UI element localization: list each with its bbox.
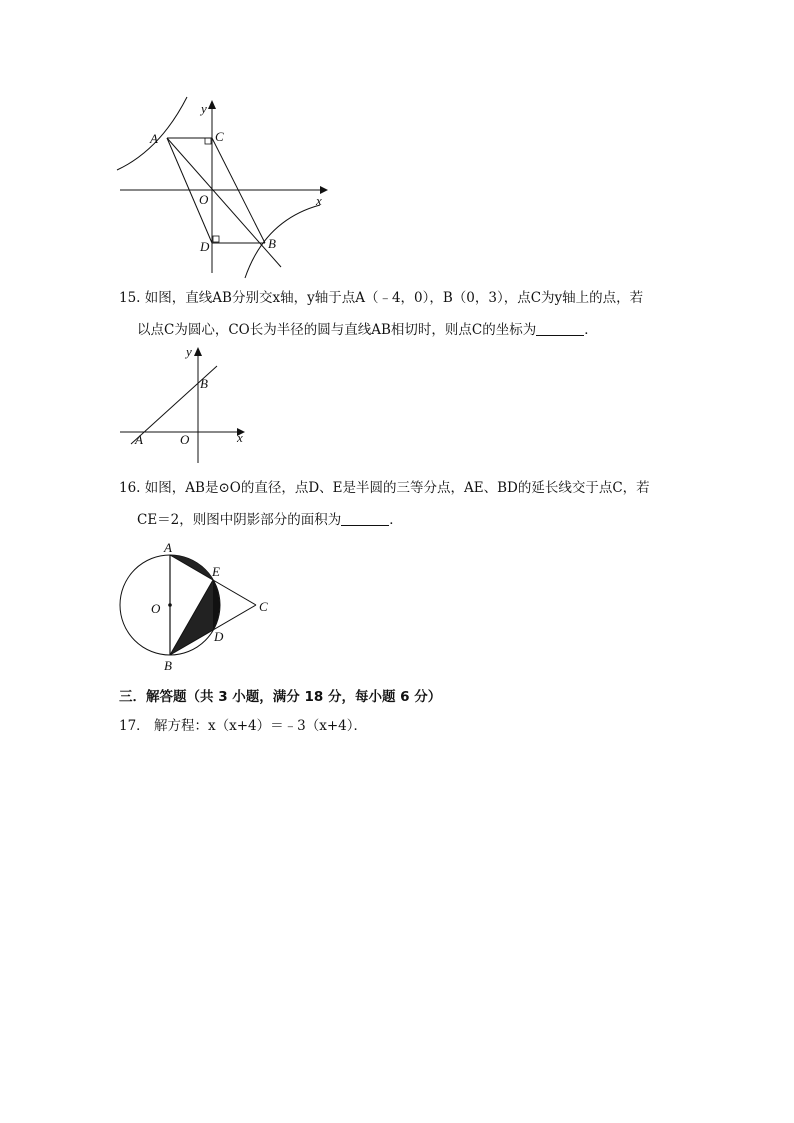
center-dot <box>168 603 172 607</box>
label-D: D <box>214 629 224 644</box>
label-O: O <box>151 601 161 616</box>
label-B: B <box>268 236 276 251</box>
answer-blank[interactable] <box>536 321 584 336</box>
arc-lower-right <box>245 205 320 278</box>
question-17 <box>119 716 367 736</box>
figure-q15 <box>115 340 255 465</box>
question-number: 17． <box>119 718 150 734</box>
question-text-line1: 如图，AB是⊙O的直径，点D、E是半圆的三等分点，AE、BD的延长线交于点C，若 <box>144 480 650 496</box>
line-AB <box>167 138 281 267</box>
question-text-line1: 如图，直线AB分别交x轴，y轴于点A（﹣4，0），B（0，3），点C为y轴上的点，若 <box>144 290 644 306</box>
question-text-end: ． <box>389 512 403 528</box>
section-heading: 三．解答题（共 3 小题，满分 18 分，每小题 6 分） <box>119 689 442 705</box>
question-number: 15. <box>119 290 141 306</box>
label-x: x <box>316 193 322 208</box>
answer-blank[interactable] <box>341 511 389 526</box>
y-axis-arrow-icon <box>194 347 202 356</box>
figure-q16 <box>115 540 280 675</box>
question-15 <box>119 288 643 340</box>
label-y: y <box>201 101 207 116</box>
label-A: A <box>164 540 172 555</box>
label-O: O <box>199 192 209 207</box>
question-text: 解方程：x（x+4）＝﹣3（x+4）． <box>153 718 367 734</box>
right-angle-mark-D <box>213 236 219 242</box>
question-text-line2: 以点C为圆心，CO长为半径的圆与直线AB相切时，则点C的坐标为 <box>137 322 537 338</box>
label-E: E <box>212 564 220 579</box>
label-A: A <box>135 432 143 447</box>
question-text-line2: CE＝2，则图中阴影部分的面积为 <box>137 512 342 528</box>
label-B: B <box>164 658 172 673</box>
label-x: x <box>237 430 243 445</box>
label-O: O <box>180 432 190 447</box>
right-angle-mark-C <box>205 138 211 144</box>
label-C: C <box>215 129 224 144</box>
label-C: C <box>259 599 268 614</box>
label-y: y <box>186 344 192 359</box>
question-number: 16. <box>119 480 141 496</box>
y-axis-arrow-icon <box>208 100 216 109</box>
question-text-end: ． <box>584 322 598 338</box>
label-B: B <box>200 376 208 391</box>
shaded-segment-ED <box>213 580 220 630</box>
figure-q14 <box>115 95 340 280</box>
label-D: D <box>200 239 210 254</box>
question-16 <box>119 478 650 530</box>
label-A: A <box>150 131 158 146</box>
